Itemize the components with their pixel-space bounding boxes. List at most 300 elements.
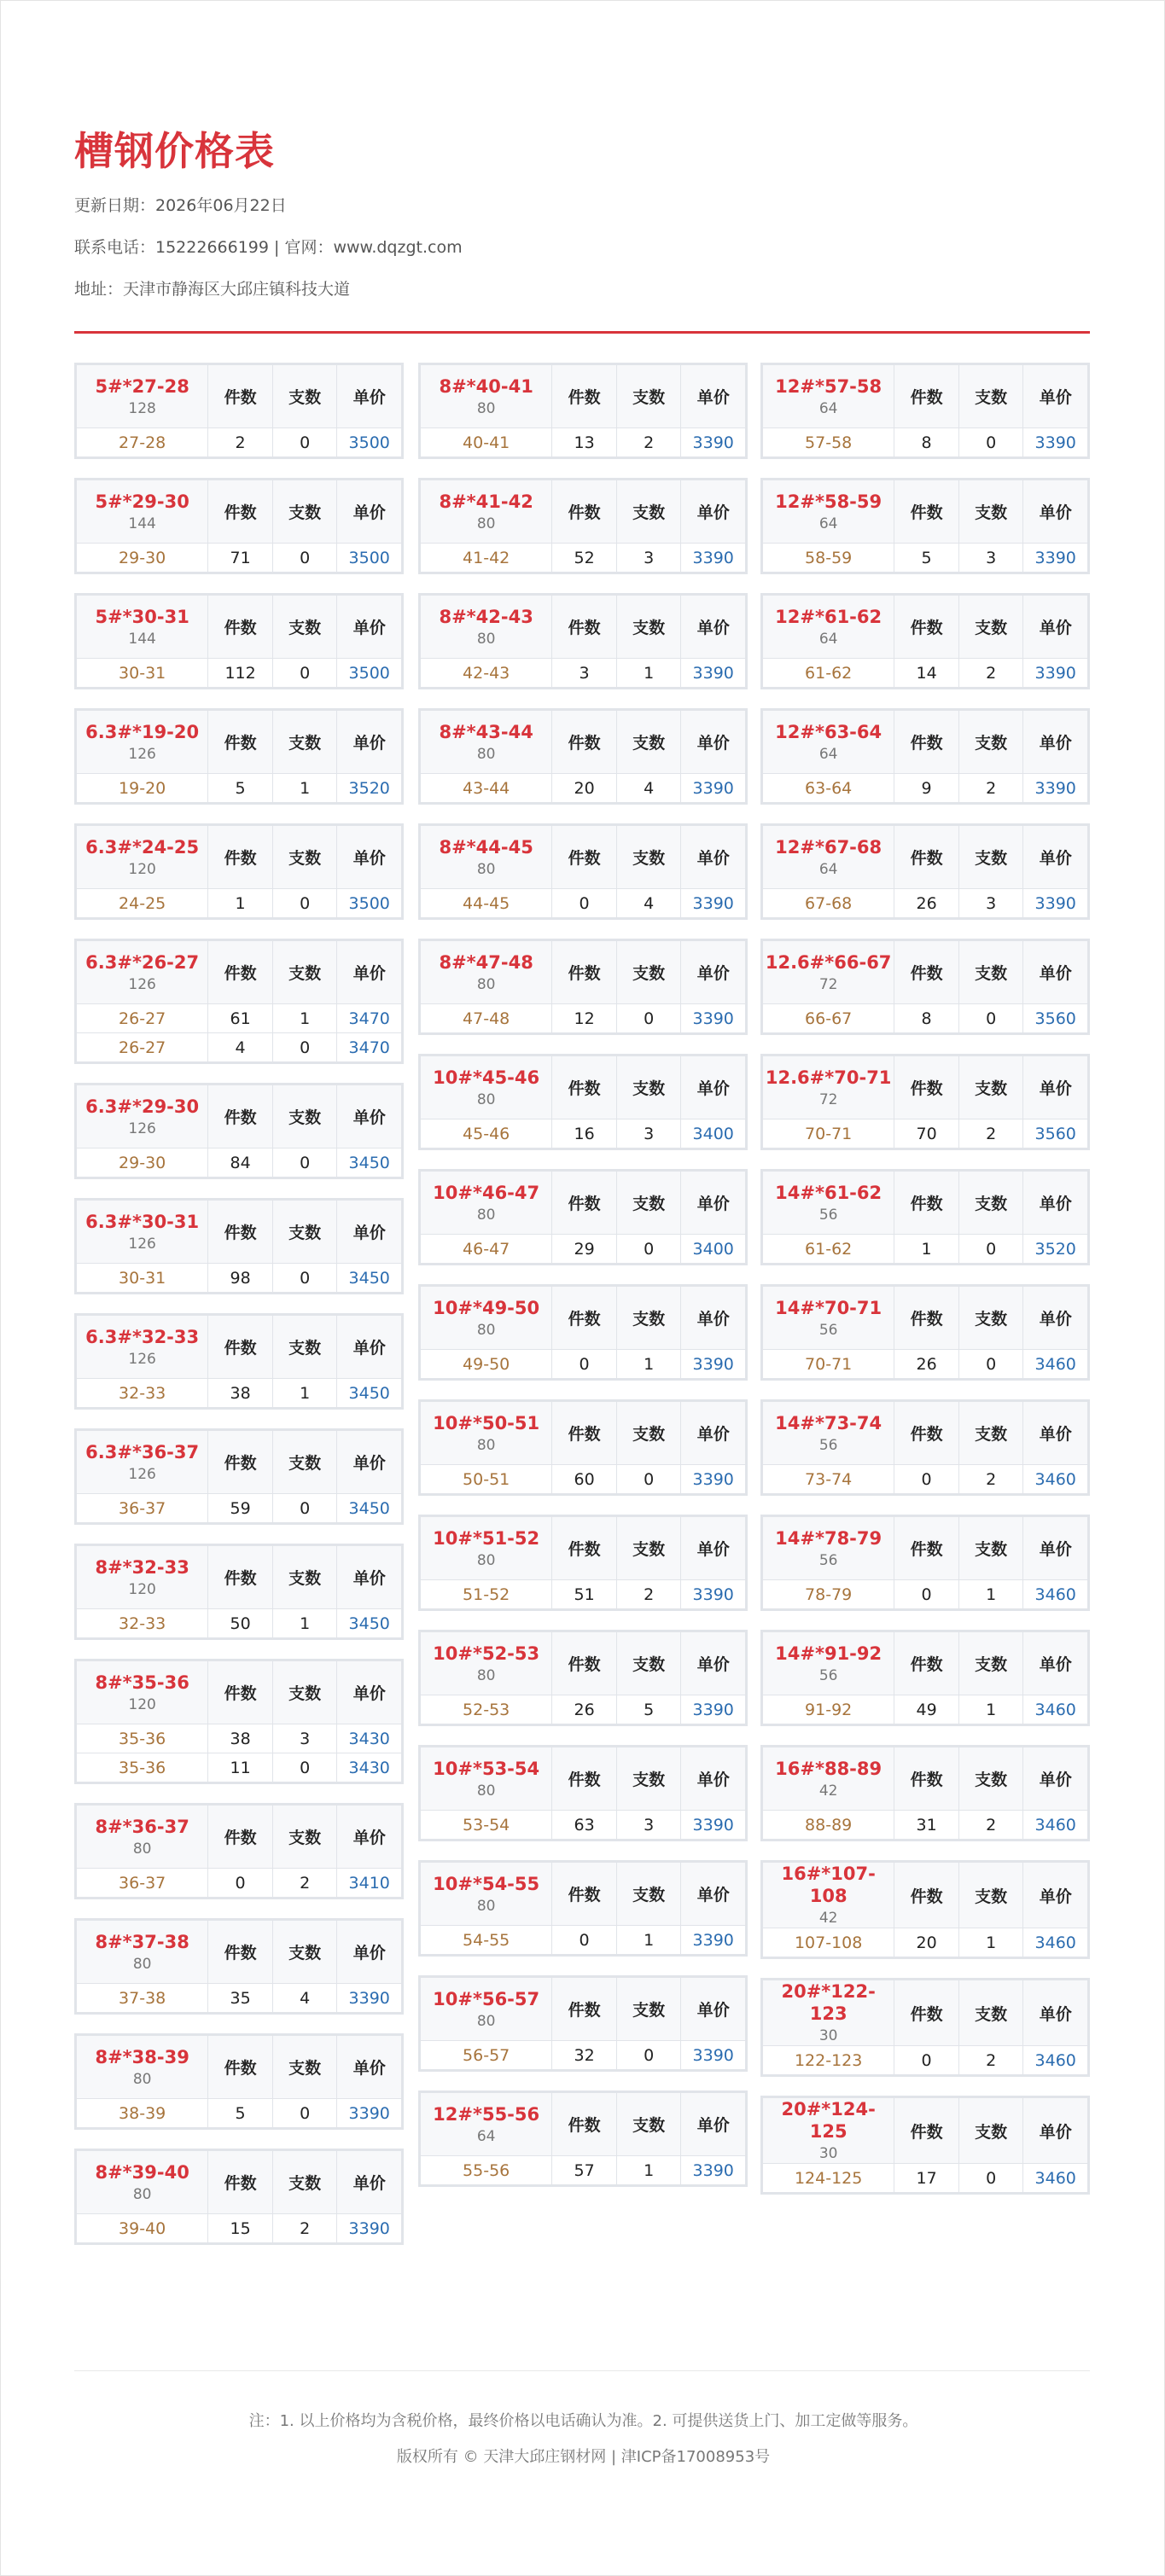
table-row (421, 2041, 746, 2070)
price-value: 3460 (1023, 2046, 1088, 2075)
pieces-value: 2 (958, 659, 1023, 688)
spec-title: 14#*73-74 (775, 1412, 882, 1433)
weight-range: 47-48 (421, 1004, 552, 1033)
spec-per-ton: 80 (476, 630, 496, 648)
spec-cell (421, 1517, 552, 1580)
price-table-header (77, 1546, 402, 1609)
weight-range: 30-31 (77, 1264, 208, 1293)
price-table-header (421, 1978, 746, 2041)
price-value: 3390 (1023, 659, 1088, 688)
spec-cell (763, 1287, 894, 1350)
spec-title: 10#*51-52 (433, 1527, 540, 1549)
header-price: 单价 (1023, 711, 1088, 774)
pieces-value: 2 (616, 428, 681, 457)
weight-range: 39-40 (77, 2214, 208, 2243)
table-row (421, 1695, 746, 1724)
spec-cell (763, 1402, 894, 1465)
spec-cell (763, 2098, 894, 2164)
header-price: 单价 (1023, 1747, 1088, 1811)
header-count: 件数 (552, 711, 617, 774)
spec-per-ton: 64 (818, 399, 838, 417)
price-column-2 (418, 363, 748, 2206)
spec-cell (421, 1287, 552, 1350)
count-value: 2 (208, 428, 273, 457)
header-pieces: 支数 (272, 1806, 337, 1869)
price-table-header (77, 1201, 402, 1264)
spec-cell (77, 711, 208, 774)
weight-range: 57-58 (763, 428, 894, 457)
spec-per-ton: 56 (818, 1321, 838, 1339)
pieces-value: 2 (958, 1465, 1023, 1494)
spec-per-ton: 80 (476, 860, 496, 878)
price-card (74, 363, 404, 459)
spec-per-ton: 56 (818, 1551, 838, 1569)
header-count: 件数 (552, 2093, 617, 2156)
header-pieces: 支数 (272, 1546, 337, 1609)
table-row (77, 774, 402, 803)
header-price: 单价 (1023, 596, 1088, 659)
price-card (760, 1745, 1090, 1841)
header-count: 件数 (208, 826, 273, 889)
header-count: 件数 (208, 1431, 273, 1494)
price-value: 3560 (1023, 1119, 1088, 1148)
spec-cell (421, 1978, 552, 2041)
header-price: 单价 (681, 1287, 746, 1350)
pieces-value: 0 (616, 1004, 681, 1033)
spec-title: 12#*61-62 (775, 606, 882, 627)
price-card (74, 2033, 404, 2130)
price-card (418, 1169, 748, 1265)
price-table-header (421, 1517, 746, 1580)
spec-per-ton: 64 (818, 745, 838, 763)
price-value: 3390 (681, 1811, 746, 1840)
price-table-header (763, 711, 1088, 774)
count-value: 26 (894, 1350, 959, 1379)
table-row (421, 1580, 746, 1609)
price-table (762, 1862, 1088, 1957)
weight-range: 51-52 (421, 1580, 552, 1609)
weight-range: 29-30 (77, 544, 208, 573)
header-price: 单价 (1023, 365, 1088, 428)
price-card (74, 708, 404, 805)
pieces-value: 2 (958, 1811, 1023, 1840)
table-row (421, 1465, 746, 1494)
pieces-value: 0 (272, 1753, 337, 1782)
price-value: 3460 (1023, 1465, 1088, 1494)
header-pieces: 支数 (272, 1316, 337, 1379)
pieces-value: 2 (616, 1580, 681, 1609)
price-table (76, 1920, 402, 2013)
price-table-header (77, 1316, 402, 1379)
table-row (763, 1350, 1088, 1379)
header-pieces: 支数 (958, 596, 1023, 659)
spec-cell (763, 826, 894, 889)
header-count: 件数 (894, 596, 959, 659)
price-card (74, 823, 404, 920)
spec-per-ton: 126 (128, 1235, 156, 1253)
header-count: 件数 (894, 480, 959, 544)
header-count: 件数 (894, 941, 959, 1004)
spec-cell (77, 1085, 208, 1148)
table-row (77, 1869, 402, 1898)
price-value: 3390 (1023, 544, 1088, 573)
price-value: 3390 (681, 1465, 746, 1494)
pieces-value: 0 (272, 889, 337, 918)
price-value: 3390 (681, 544, 746, 573)
spec-cell (77, 1921, 208, 1984)
price-value: 3520 (1023, 1235, 1088, 1264)
price-table (420, 1401, 746, 1494)
footer-copyright: 版权所有 © 天津大邱庄钢材网 | 津ICP备17008953号 (396, 2448, 771, 2466)
weight-range: 44-45 (421, 889, 552, 918)
count-value: 5 (208, 2099, 273, 2128)
spec-per-ton: 56 (818, 1666, 838, 1684)
spec-title: 10#*52-53 (433, 1643, 540, 1664)
header-price: 单价 (337, 711, 402, 774)
header-pieces: 支数 (272, 1921, 337, 1984)
price-value: 3390 (681, 428, 746, 457)
header-price: 单价 (681, 1978, 746, 2041)
pieces-value: 0 (272, 1264, 337, 1293)
spec-title: 16#*107-108 (781, 1864, 876, 1906)
spec-per-ton: 80 (132, 2070, 152, 2088)
pieces-value: 2 (272, 1869, 337, 1898)
header-count: 件数 (208, 1316, 273, 1379)
spec-title: 8#*37-38 (95, 1931, 189, 1952)
table-row (763, 1811, 1088, 1840)
spec-title: 14#*61-62 (775, 1182, 882, 1203)
address-info: 地址：天津市静海区大邱庄镇科技大道 (74, 279, 351, 299)
price-table (762, 1980, 1088, 2075)
spec-title: 12.6#*70-71 (765, 1067, 892, 1088)
header-count: 件数 (552, 1402, 617, 1465)
spec-title: 8#*47-48 (439, 951, 533, 973)
pieces-value: 4 (272, 1984, 337, 2013)
pieces-value: 1 (958, 1695, 1023, 1724)
header-pieces: 支数 (272, 1431, 337, 1494)
price-table-header (421, 596, 746, 659)
spec-cell (77, 2151, 208, 2214)
spec-per-ton: 126 (128, 1350, 156, 1368)
weight-range: 122-123 (763, 2046, 894, 2075)
header-price: 单价 (681, 365, 746, 428)
price-card (760, 593, 1090, 689)
spec-title: 8#*43-44 (439, 721, 533, 742)
price-table-header (421, 1402, 746, 1465)
header-price: 单价 (337, 1316, 402, 1379)
table-row (77, 1148, 402, 1178)
price-value: 3390 (337, 1984, 402, 2013)
header-price: 单价 (681, 1517, 746, 1580)
table-row (763, 1004, 1088, 1033)
header-pieces: 支数 (958, 711, 1023, 774)
header-price: 单价 (681, 1402, 746, 1465)
pieces-value: 3 (958, 544, 1023, 573)
weight-range: 41-42 (421, 544, 552, 573)
spec-title: 6.3#*24-25 (85, 836, 200, 858)
pieces-value: 0 (958, 428, 1023, 457)
count-value: 52 (552, 544, 617, 573)
header-price: 单价 (337, 480, 402, 544)
spec-cell (77, 596, 208, 659)
count-value: 0 (552, 1926, 617, 1955)
price-table-header (763, 941, 1088, 1004)
price-value: 3390 (1023, 889, 1088, 918)
weight-range: 107-108 (763, 1928, 894, 1957)
header-pieces: 支数 (958, 1517, 1023, 1580)
spec-per-ton: 80 (476, 2012, 496, 2030)
header-price: 单价 (337, 1201, 402, 1264)
table-row (421, 1811, 746, 1840)
count-value: 4 (208, 1033, 273, 1062)
price-card (74, 939, 404, 1064)
count-value: 3 (552, 659, 617, 688)
pieces-value: 0 (958, 1235, 1023, 1264)
spec-cell (763, 1747, 894, 1811)
count-value: 20 (894, 1928, 959, 1957)
pieces-value: 2 (958, 774, 1023, 803)
table-row (77, 1004, 402, 1033)
price-table (420, 940, 746, 1033)
price-card (74, 1428, 404, 1525)
spec-cell (763, 1056, 894, 1119)
pieces-value: 3 (616, 544, 681, 573)
pieces-value: 0 (958, 2164, 1023, 2193)
price-table (420, 1516, 746, 1609)
spec-per-ton: 80 (132, 2185, 152, 2203)
table-row (421, 2156, 746, 2185)
header-pieces: 支数 (272, 480, 337, 544)
spec-per-ton: 80 (476, 1321, 496, 1339)
price-value: 3390 (681, 2156, 746, 2185)
spec-title: 6.3#*30-31 (85, 1211, 200, 1232)
table-row (77, 2214, 402, 2243)
price-card (418, 939, 748, 1035)
spec-cell (421, 826, 552, 889)
price-value: 3390 (337, 2099, 402, 2128)
header-pieces: 支数 (958, 1747, 1023, 1811)
price-table-header (421, 480, 746, 544)
count-value: 8 (894, 428, 959, 457)
header-count: 件数 (208, 365, 273, 428)
pieces-value: 1 (958, 1928, 1023, 1957)
header-price: 单价 (681, 826, 746, 889)
header-pieces: 支数 (616, 1172, 681, 1235)
spec-cell (77, 1661, 208, 1724)
price-value: 3500 (337, 659, 402, 688)
page-meta (74, 193, 1090, 302)
pieces-value: 0 (616, 1465, 681, 1494)
count-value: 0 (208, 1869, 273, 1898)
table-row (77, 1724, 402, 1753)
pieces-value: 0 (272, 1148, 337, 1178)
price-table (762, 364, 1088, 457)
price-table-header (77, 1921, 402, 1984)
price-value: 3450 (337, 1609, 402, 1638)
spec-per-ton: 56 (818, 1436, 838, 1454)
table-row (421, 1119, 746, 1148)
price-card (418, 363, 748, 459)
spec-title: 10#*50-51 (433, 1412, 540, 1433)
header-count: 件数 (208, 1085, 273, 1148)
count-value: 15 (208, 2214, 273, 2243)
header-price: 单价 (1023, 1172, 1088, 1235)
spec-title: 8#*36-37 (95, 1816, 189, 1837)
price-table-header (763, 2098, 1088, 2164)
table-row (763, 1580, 1088, 1609)
price-table (76, 480, 402, 573)
header-pieces: 支数 (616, 826, 681, 889)
price-table-header (763, 480, 1088, 544)
price-table (420, 1055, 746, 1148)
header-count: 件数 (894, 1172, 959, 1235)
header-pieces: 支数 (958, 480, 1023, 544)
table-row (77, 2099, 402, 2128)
price-value: 3500 (337, 544, 402, 573)
price-table-header (763, 1747, 1088, 1811)
header-price: 单价 (337, 2151, 402, 2214)
spec-cell (763, 480, 894, 544)
spec-per-ton: 64 (818, 515, 838, 532)
count-value: 49 (894, 1695, 959, 1724)
spec-cell (77, 1201, 208, 1264)
header-count: 件数 (552, 1172, 617, 1235)
header-pieces: 支数 (616, 1978, 681, 2041)
price-table-header (763, 1402, 1088, 1465)
header-pieces: 支数 (958, 1863, 1023, 1928)
count-value: 71 (208, 544, 273, 573)
weight-range: 66-67 (763, 1004, 894, 1033)
header-pieces: 支数 (272, 941, 337, 1004)
price-table (762, 710, 1088, 803)
count-value: 11 (208, 1753, 273, 1782)
pieces-value: 0 (272, 544, 337, 573)
count-value: 8 (894, 1004, 959, 1033)
count-value: 0 (894, 1580, 959, 1609)
header-pieces: 支数 (616, 1402, 681, 1465)
header-count: 件数 (894, 1632, 959, 1695)
spec-per-ton: 80 (476, 399, 496, 417)
header-count: 件数 (552, 1978, 617, 2041)
header-pieces: 支数 (616, 1517, 681, 1580)
spec-title: 14#*91-92 (775, 1643, 882, 1664)
header-price: 单价 (337, 1546, 402, 1609)
price-card (760, 708, 1090, 805)
count-value: 112 (208, 659, 273, 688)
pieces-value: 0 (958, 1350, 1023, 1379)
spec-per-ton: 80 (132, 1840, 152, 1858)
weight-range: 78-79 (763, 1580, 894, 1609)
spec-cell (77, 1806, 208, 1869)
price-table-header (763, 1980, 1088, 2046)
count-value: 60 (552, 1465, 617, 1494)
price-value: 3500 (337, 428, 402, 457)
price-card (74, 1544, 404, 1640)
weight-range: 54-55 (421, 1926, 552, 1955)
header-count: 件数 (208, 480, 273, 544)
price-value: 3460 (1023, 1928, 1088, 1957)
price-card (74, 1803, 404, 1899)
weight-range: 46-47 (421, 1235, 552, 1264)
spec-cell (421, 2093, 552, 2156)
price-card (418, 1399, 748, 1496)
pieces-value: 0 (272, 1494, 337, 1523)
price-column-3 (760, 363, 1090, 2213)
price-table (420, 825, 746, 918)
table-row (763, 1119, 1088, 1148)
weight-range: 52-53 (421, 1695, 552, 1724)
pieces-value: 3 (616, 1811, 681, 1840)
count-value: 16 (552, 1119, 617, 1148)
price-table-header (77, 1431, 402, 1494)
header-pieces: 支数 (616, 365, 681, 428)
count-value: 26 (894, 889, 959, 918)
count-value: 31 (894, 1811, 959, 1840)
header-count: 件数 (208, 1546, 273, 1609)
header-price: 单价 (681, 1632, 746, 1695)
count-value: 70 (894, 1119, 959, 1148)
pieces-value: 5 (616, 1695, 681, 1724)
price-table-header (763, 1863, 1088, 1928)
weight-range: 40-41 (421, 428, 552, 457)
price-table-header (421, 365, 746, 428)
price-table-header (421, 1863, 746, 1926)
spec-per-ton: 80 (476, 1897, 496, 1915)
pieces-value: 0 (272, 1033, 337, 1062)
weight-range: 36-37 (77, 1494, 208, 1523)
price-table-header (421, 1056, 746, 1119)
count-value: 26 (552, 1695, 617, 1724)
spec-cell (763, 711, 894, 774)
price-table-header (421, 711, 746, 774)
table-row (763, 428, 1088, 457)
price-table-header (77, 480, 402, 544)
spec-cell (421, 711, 552, 774)
header-count: 件数 (208, 1806, 273, 1869)
weight-range: 35-36 (77, 1724, 208, 1753)
weight-range: 32-33 (77, 1379, 208, 1408)
header-pieces: 支数 (958, 1056, 1023, 1119)
spec-title: 6.3#*19-20 (85, 721, 200, 742)
header-price: 单价 (681, 1747, 746, 1811)
price-value: 3450 (337, 1494, 402, 1523)
price-table (762, 1401, 1088, 1494)
spec-per-ton: 126 (128, 1119, 156, 1137)
spec-title: 12#*67-68 (775, 836, 882, 858)
spec-per-ton: 126 (128, 975, 156, 993)
header-pieces: 支数 (272, 2151, 337, 2214)
spec-cell (421, 1747, 552, 1811)
weight-range: 61-62 (763, 1235, 894, 1264)
weight-range: 35-36 (77, 1753, 208, 1782)
price-table (76, 2035, 402, 2128)
header-count: 件数 (552, 1863, 617, 1926)
price-table (76, 940, 402, 1062)
spec-cell (77, 365, 208, 428)
header-count: 件数 (552, 1056, 617, 1119)
table-row (421, 544, 746, 573)
price-value: 3390 (681, 889, 746, 918)
price-card (418, 1745, 748, 1841)
count-value: 9 (894, 774, 959, 803)
header-pieces: 支数 (616, 1632, 681, 1695)
spec-title: 8#*38-39 (95, 2046, 189, 2067)
price-table-header (421, 2093, 746, 2156)
header-pieces: 支数 (958, 941, 1023, 1004)
header-pieces: 支数 (616, 1056, 681, 1119)
spec-cell (421, 365, 552, 428)
header-price: 单价 (1023, 480, 1088, 544)
